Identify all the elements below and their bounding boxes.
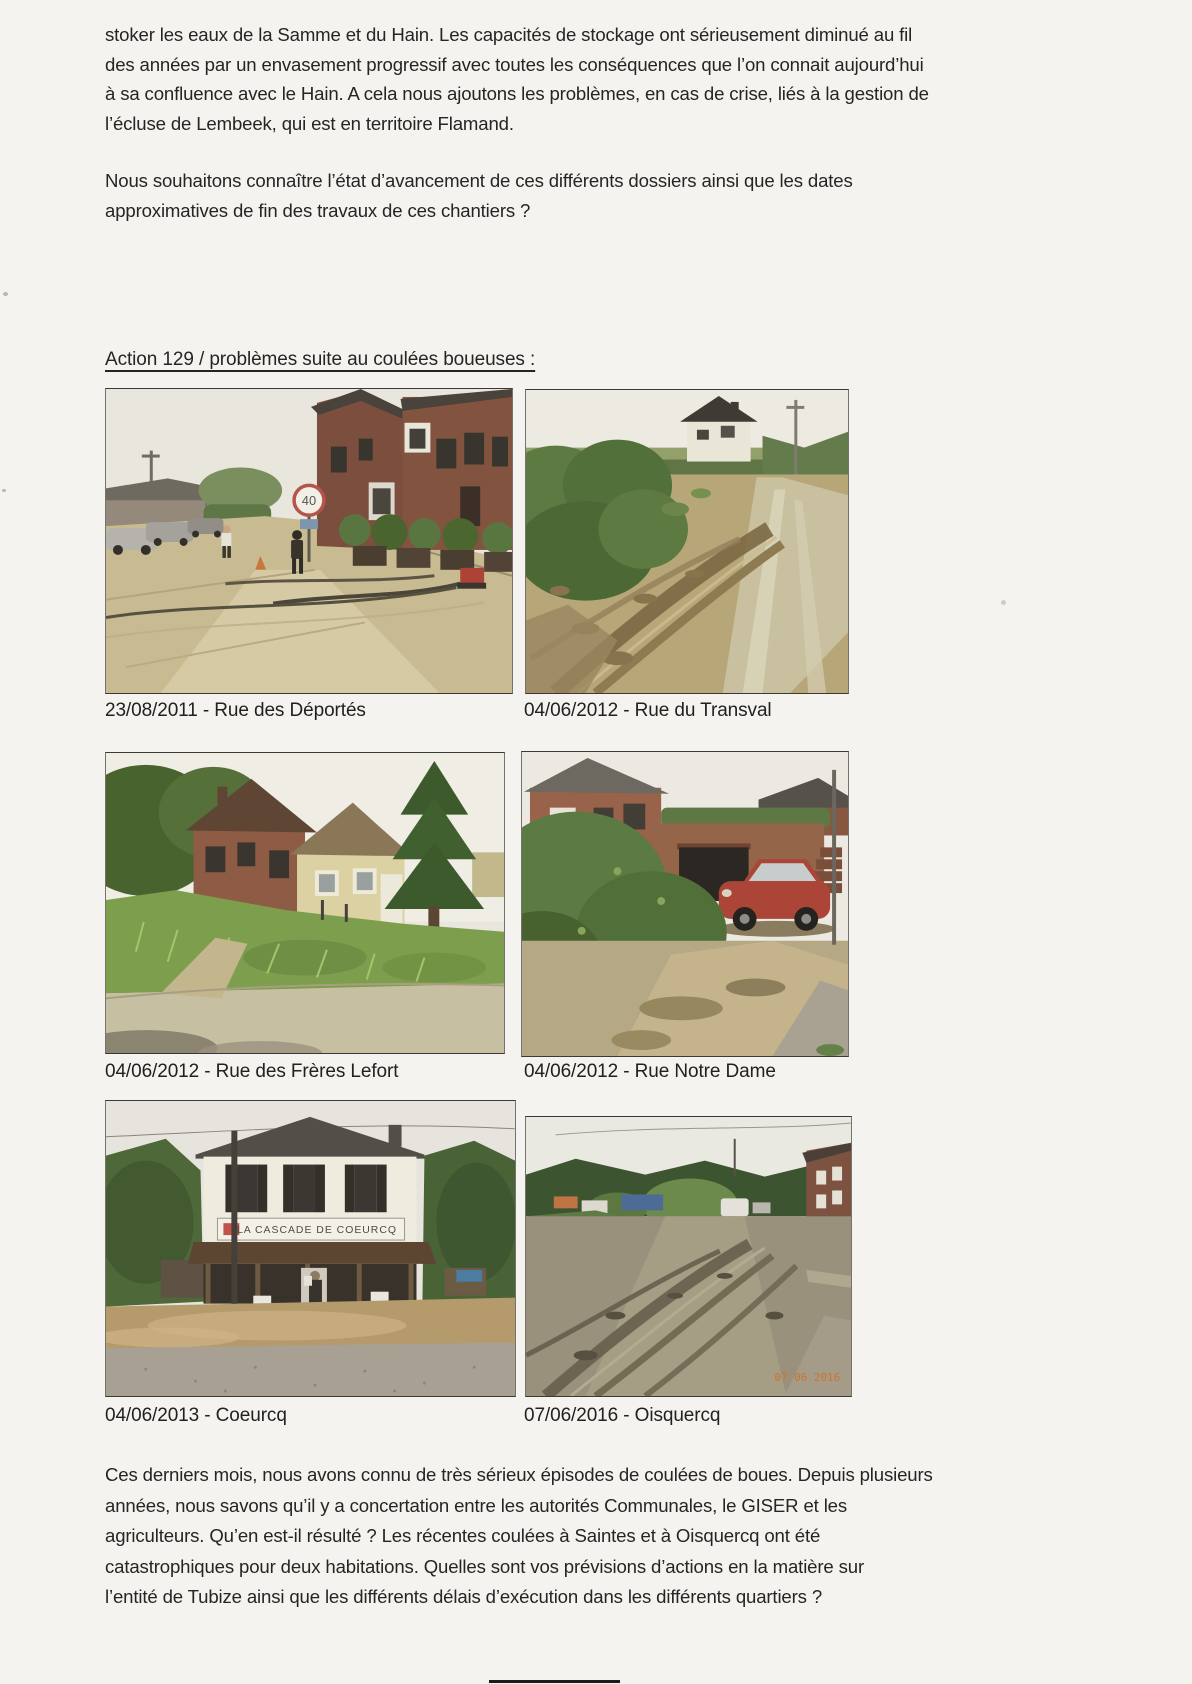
photo-illustration-mud-street xyxy=(526,1117,851,1396)
photo-rue-des-freres-lefort xyxy=(105,752,505,1054)
paragraph-intro xyxy=(105,20,929,138)
awning xyxy=(188,1242,437,1264)
dirt-track xyxy=(522,941,848,1056)
text-line: catastrophiques pour deux habitations. Quelles sont vos prévisions d’actions en la matière sur xyxy=(105,1555,865,1577)
photo-rue-des-deportes xyxy=(105,388,513,694)
photo-caption-oisquercq: 07/06/2016 - Oisquercq xyxy=(524,1405,721,1426)
photo-caption-freres-lefort: 04/06/2012 - Rue des Frères Lefort xyxy=(105,1061,399,1082)
scan-speck xyxy=(1001,600,1006,605)
photo-coeurcq-cafe-flood xyxy=(105,1100,516,1397)
photo-illustration-cafe-flood xyxy=(106,1101,515,1396)
utility-pole xyxy=(231,1131,237,1312)
paragraph-closing xyxy=(105,1460,933,1613)
section-heading: Action 129 / problèmes suite au coulées boueuses : xyxy=(105,349,536,370)
speed-limit-value: 40 xyxy=(301,493,317,509)
mud-road xyxy=(526,1216,851,1396)
text-line: approximatives de fin des travaux de ces chantiers ? xyxy=(105,199,531,221)
photo-illustration-driveway xyxy=(522,752,848,1056)
cafe-sign xyxy=(217,1218,404,1240)
utility-pole xyxy=(832,770,836,945)
text-line: l’écluse de Lembeek, qui est en territoire Flamand. xyxy=(105,112,514,134)
paragraph-question xyxy=(105,166,853,225)
camera-timestamp: 07 06 2016 xyxy=(774,1371,841,1385)
photo-caption-deportes: 23/08/2011 - Rue des Déportés xyxy=(105,700,366,721)
photo-caption-transval: 04/06/2012 - Rue du Transval xyxy=(524,700,772,721)
text-line: années, nous savons qu’il y a concertation entre les autorités Communales, le GISER et les xyxy=(105,1494,848,1516)
photo-illustration-mud-track xyxy=(526,390,848,693)
photo-illustration-street-flood xyxy=(106,389,512,693)
photo-rue-du-transval xyxy=(525,389,849,694)
text-line: agriculteurs. Qu’en est-il résulté ? Les récentes coulées à Saintes et à Oisquercq ont été xyxy=(105,1525,821,1547)
cafe-sign-text: LA CASCADE DE COEURCQ xyxy=(236,1225,397,1237)
photo-rue-notre-dame xyxy=(521,751,849,1057)
gravel-foreground xyxy=(106,1342,515,1396)
text-line: des années par un envasement progressif avec toutes les conséquences que l’on connait aujourd’hui xyxy=(105,53,924,75)
pump-machine xyxy=(457,568,486,589)
scan-artifact-line xyxy=(489,1680,620,1683)
text-line: à sa confluence avec le Hain. A cela nous ajoutons les problèmes, en cas de crise, liés à la gestion de xyxy=(105,83,929,105)
text-line: stoker les eaux de la Samme et du Hain. Les capacités de stockage ont sérieusement diminué au fil xyxy=(105,24,913,45)
photo-caption-notre-dame: 04/06/2012 - Rue Notre Dame xyxy=(524,1061,776,1082)
photo-oisquercq-mud-street xyxy=(525,1116,852,1397)
text-line: Nous souhaitons connaître l’état d’avancement de ces différents dossiers ainsi que les dates xyxy=(105,170,853,191)
shuttered-windows xyxy=(225,1165,386,1213)
photo-illustration-grass-bank xyxy=(106,753,504,1053)
text-line: l’entité de Tubize ainsi que les différents délais d’exécution dans les différents quartiers ? xyxy=(105,1586,823,1608)
text-line: Ces derniers mois, nous avons connu de très sérieux épisodes de coulées de boues. Depuis plusieurs xyxy=(105,1464,933,1485)
photo-caption-coeurcq: 04/06/2013 - Coeurcq xyxy=(105,1405,287,1426)
scan-speck xyxy=(2,489,6,492)
scan-speck xyxy=(3,292,8,296)
